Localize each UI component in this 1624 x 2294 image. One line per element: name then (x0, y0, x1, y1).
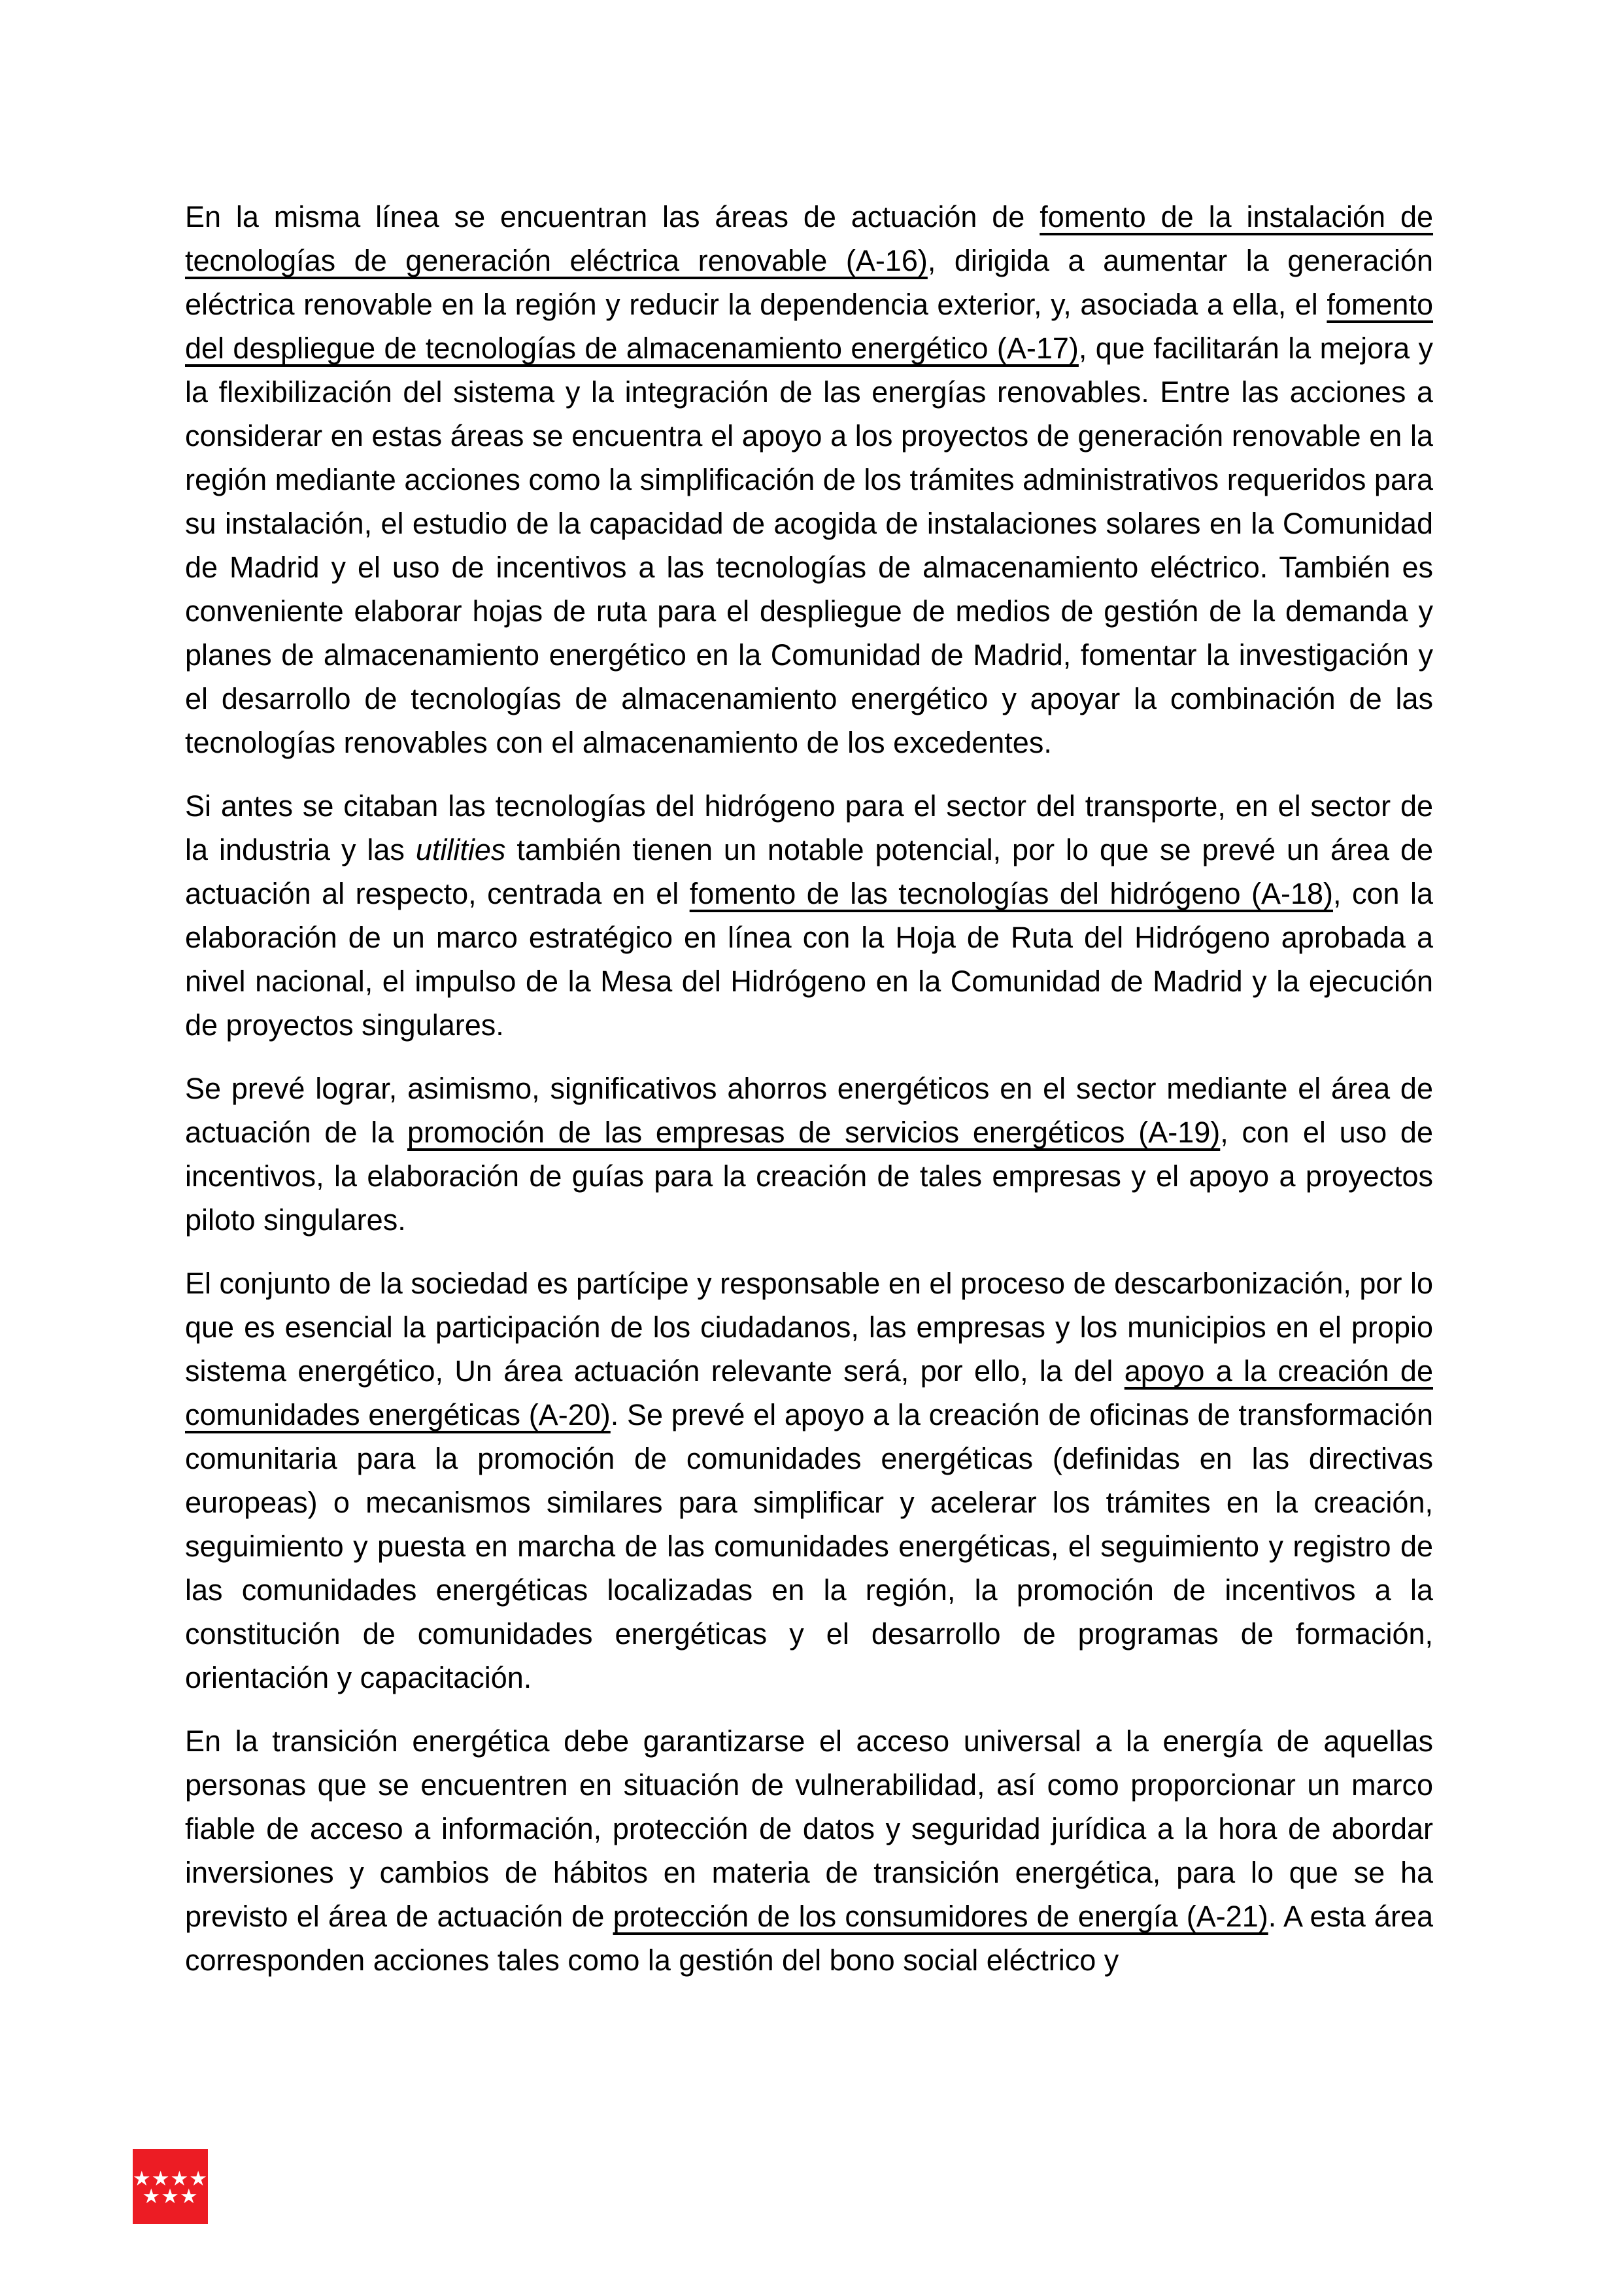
paragraph (185, 1719, 1433, 1982)
paragraph (185, 1261, 1433, 1700)
flag-star-row-bottom: ★★★ (142, 2184, 199, 2208)
text-segment: protección de los consumidores de energía (A-21) (613, 1900, 1268, 1933)
text-segment: fomento del despliegue de tecnologías de almacenamiento energético (A-17) (185, 288, 1433, 365)
page-footer (0, 2149, 1624, 2234)
comunidad-madrid-flag-icon (133, 2149, 208, 2224)
text-segment: , dirigida a aumentar la generación eléctrica renovable en la región y reducir la dependencia exterior, y, asociada a ella, el (185, 244, 1433, 321)
flag-star-row-top: ★★★★ (132, 2166, 209, 2190)
text-segment: , con la elaboración de un marco estratégico en línea con la Hoja de Ruta del Hidrógeno aprobada a nivel nacional, el impulso de la Mesa del Hidrógeno en la Comunidad de Madrid y la ejecución de proyectos singulares. (185, 877, 1433, 1042)
text-segment: En la transición energética debe garantizarse el acceso universal a la energía de aquellas personas que se encuentren en situación de vulnerabilidad, así como proporcionar un marco fiable de acceso a información, protección de datos y seguridad jurídica a la hora de abordar inversiones y cambios de hábitos en materia de transición energética, para lo que se ha previsto el área de actuación de (185, 1724, 1433, 1933)
text-segment: . Se prevé el apoyo a la creación de oficinas de transformación comunitaria para la promoción de comunidades energéticas (definidas en las directivas europeas) o mecanismos similares para simplificar y acelerar los trámites en la creación, seguimiento y puesta en marcha de las comunidades energéticas, el seguimiento y registro de las comunidades energéticas localizadas en la región, la promoción de incentivos a la constitución de comunidades energéticas y el desarrollo de programas de formación, orientación y capacitación. (185, 1398, 1433, 1694)
paragraph (185, 784, 1433, 1047)
text-segment: fomento de la instalación de tecnologías de generación eléctrica renovable (A-16) (185, 200, 1434, 277)
paragraph (185, 195, 1433, 764)
text-segment: Se prevé lograr, asimismo, significativos ahorros energéticos en el sector mediante el área de actuación de la (185, 1072, 1433, 1149)
text-segment: promoción de las empresas de servicios energéticos (A-19) (407, 1116, 1221, 1149)
text-segment: En la misma línea se encuentran las áreas de actuación de (185, 200, 1040, 233)
text-segment: , con el uso de incentivos, la elaboración de guías para la creación de tales empresas y el apoyo a proyectos piloto singulares. (185, 1116, 1433, 1237)
text-segment: . A esta área corresponden acciones tales como la gestión del bono social eléctrico y (185, 1900, 1433, 1977)
text-segment: , que facilitarán la mejora y la flexibilización del sistema y la integración de las energías renovables. Entre las acciones a considerar en estas áreas se encuentra el apoyo a los proyectos de generación renovable en la región mediante acciones como la simplificación de los trámites administrativos requeridos para su instalación, el estudio de la capacidad de acogida de instalaciones solares en la Comunidad de Madrid y el uso de incentivos a las tecnologías de almacenamiento eléctrico. También es conveniente elaborar hojas de ruta para el despliegue de medios de gestión de la demanda y planes de almacenamiento energético en la Comunidad de Madrid, fomentar la investigación y el desarrollo de tecnologías de almacenamiento energético y apoyar la combinación de las tecnologías renovables con el almacenamiento de los excedentes. (185, 332, 1433, 759)
text-segment: apoyo a la creación de comunidades energéticas (A-20) (185, 1354, 1433, 1431)
text-segment: Si antes se citaban las tecnologías del hidrógeno para el sector del transporte, en el sector de la industria y las (185, 789, 1433, 866)
paragraph (185, 1067, 1433, 1242)
document-body (185, 195, 1433, 2002)
text-segment: El conjunto de la sociedad es partícipe y responsable en el proceso de descarbonización, por lo que es esencial la participación de los ciudadanos, las empresas y los municipios en el propio sistema energético, Un área actuación relevante será, por ello, la del (185, 1267, 1433, 1388)
text-segment: utilities (415, 833, 506, 866)
text-segment: fomento de las tecnologías del hidrógeno (A-18) (689, 877, 1333, 910)
text-segment: también tienen un notable potencial, por lo que se prevé un área de actuación al respecto, centrada en el (185, 833, 1433, 910)
